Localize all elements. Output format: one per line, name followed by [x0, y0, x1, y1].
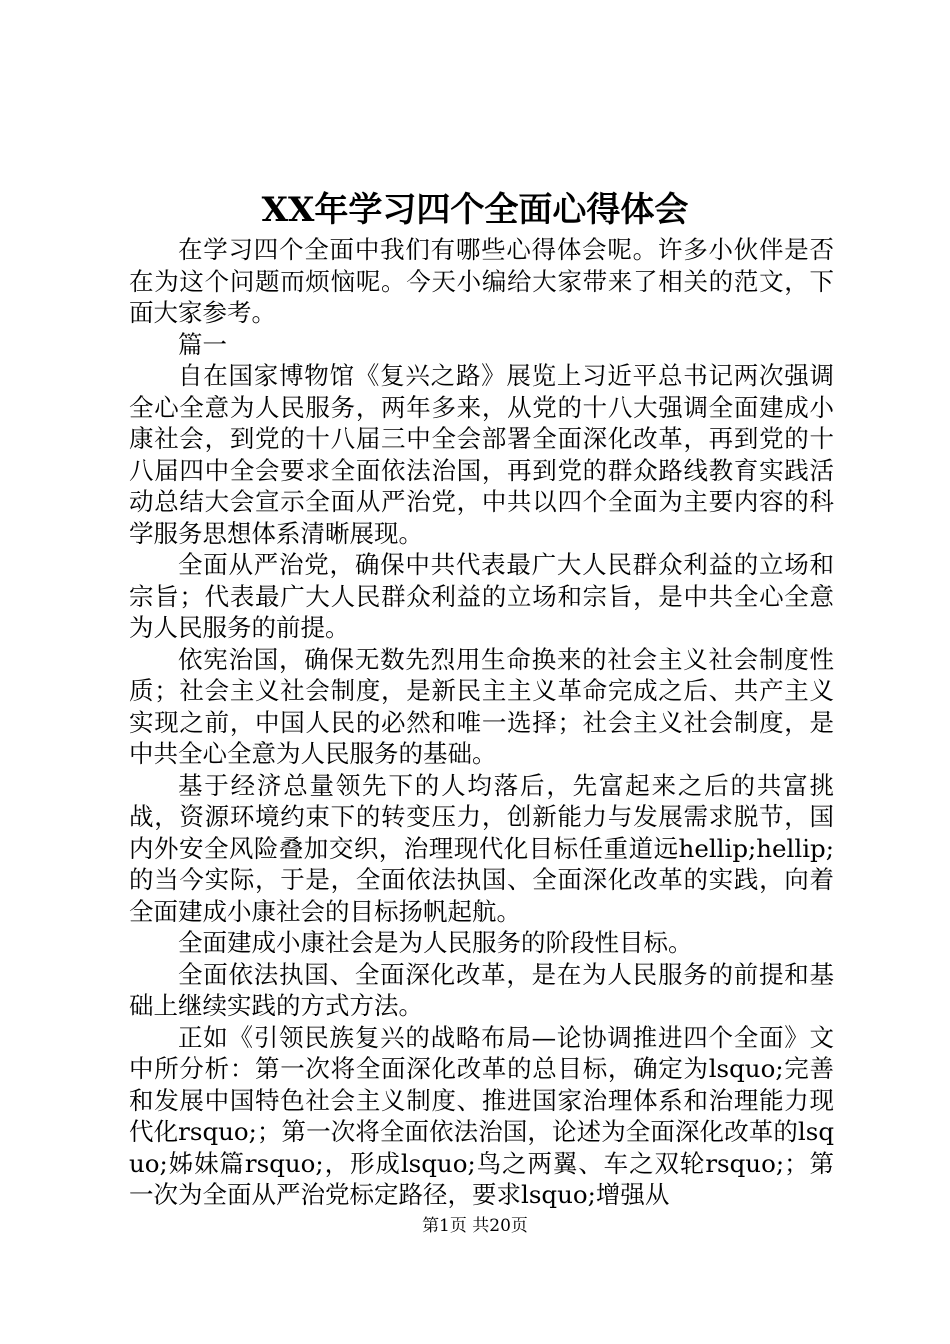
paragraph: 全面建成小康社会是为人民服务的阶段性目标。	[178, 928, 693, 957]
page-number-footer: 第1页 共20页	[422, 1216, 528, 1236]
paragraph-intro: 在学习四个全面中我们有哪些心得体会呢。许多小伙伴是否在为这个问题而烦恼呢。今天小编给大家带来了相关的范文，下面大家参考。	[129, 235, 834, 327]
paragraph: 全面依法执国、全面深化改革，是在为人民服务的前提和基础上继续实践的方式方法。	[129, 959, 834, 1020]
paragraph: 依宪治国，确保无数先烈用生命换来的社会主义社会制度性质；社会主义社会制度，是新民主主义革命完成之后、共产主义实现之前，中国人民的必然和唯一选择；社会主义社会制度，是中共全心全意为人民服务的基础。	[129, 644, 834, 768]
paragraph: 基于经济总量领先下的人均落后，先富起来之后的共富挑战，资源环境约束下的转变压力，创新能力与发展需求脱节，国内外安全风险叠加交织，治理现代化目标任重道远hellip;hellip;的当今实际，于是，全面依法执国、全面深化改革的实践，向着全面建成小康社会的目标扬帆起航。	[129, 770, 834, 926]
document-body	[129, 234, 834, 1211]
paragraph: 全面从严治党，确保中共代表最广大人民群众利益的立场和宗旨；代表最广大人民群众利益的立场和宗旨，是中共全心全意为人民服务的前提。	[129, 550, 834, 642]
paragraph: 正如《引领民族复兴的战略布局—论协调推进四个全面》文中所分析：第一次将全面深化改革的总目标，确定为lsquo;完善和发展中国特色社会主义制度、推进国家治理体系和治理能力现代化rsquo;；第一次将全面依法治国，论述为全面深化改革的lsquo;姊妹篇rsquo;，形成lsquo;鸟之两翼、车之双轮rsquo;；第一次为全面从严治党标定路径，要求lsquo;增强从	[129, 1022, 834, 1209]
document-title: XX年学习四个全面心得体会	[261, 190, 689, 230]
paragraph: 自在国家博物馆《复兴之路》展览上习近平总书记两次强调全心全意为人民服务，两年多来，从党的十八大强调全面建成小康社会，到党的十八届三中全会部署全面深化改革，再到党的十八届四中全会要求全面依法治国，再到党的群众路线教育实践活动总结大会宣示全面从严治党，中共以四个全面为主要内容的科学服务思想体系清晰展现。	[129, 361, 834, 548]
paragraph-section-heading: 篇一	[178, 329, 227, 359]
